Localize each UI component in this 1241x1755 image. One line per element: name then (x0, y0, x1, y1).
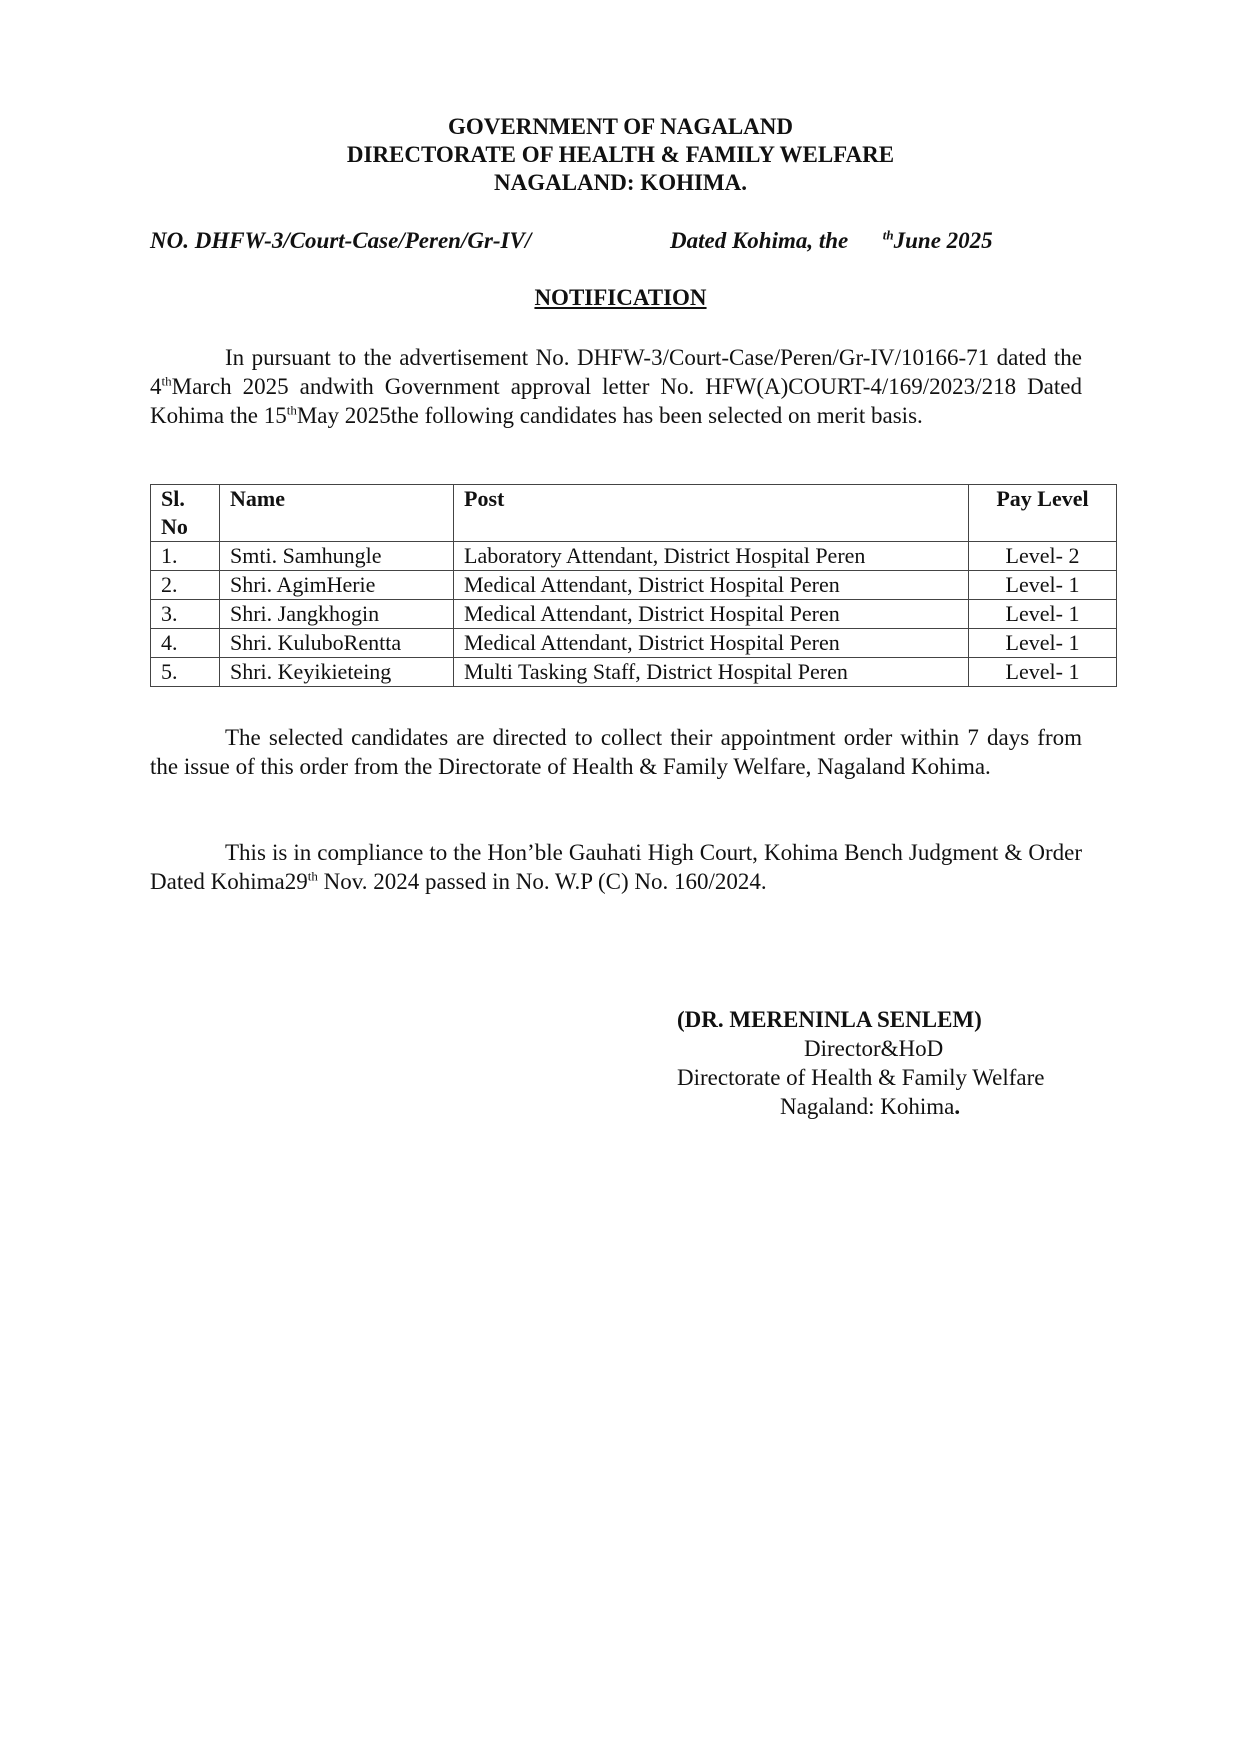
cell-name: Shri. Keyikieteing (220, 658, 454, 687)
signatory-name: (DR. MERENINLA SENLEM) (677, 1007, 982, 1032)
intro-text-c: May 2025the following candidates has been selected on merit basis. (296, 403, 923, 428)
compliance-text-a: This is in compliance to the Hon’ble Gauhati High Court, Kohima Bench Judgment & Order Dated Kohima29 (150, 840, 1082, 894)
table-row (151, 629, 1117, 658)
intro-text-b: March 2025 andwith Government approval letter No. HFW(A)COURT-4/169/2023/218 Dated Kohima the 15 (150, 374, 1082, 428)
cell-pay: Level- 1 (969, 658, 1117, 687)
header-post: Post (454, 485, 969, 542)
intro-text-a: In pursuant to the advertisement No. DHFW-3/Court-Case/Peren/Gr-IV/10166-71 dated the 4 (150, 345, 1082, 399)
letterhead (0, 113, 1241, 197)
cell-sl: 3. (151, 600, 220, 629)
cell-name: Shri. AgimHerie (220, 571, 454, 600)
header-directorate: DIRECTORATE OF HEALTH & FAMILY WELFARE (346, 142, 895, 167)
cell-sl: 5. (151, 658, 220, 687)
cell-sl: 1. (151, 542, 220, 571)
table-row (151, 658, 1117, 687)
place-text: Nagaland: Kohima (780, 1094, 955, 1119)
header-location: NAGALAND: KOHIMA. (494, 170, 747, 195)
cell-post: Multi Tasking Staff, District Hospital Peren (454, 658, 969, 687)
cell-sl: 2. (151, 571, 220, 600)
table-row (151, 600, 1117, 629)
date-prefix: Dated Kohima, the (670, 228, 849, 253)
date-superscript: th (882, 227, 894, 243)
cell-name: Smti. Samhungle (220, 542, 454, 571)
cell-pay: Level- 1 (969, 629, 1117, 658)
cell-pay: Level- 1 (969, 600, 1117, 629)
date-suffix: June 2025 (893, 228, 993, 253)
reference-date (670, 228, 993, 254)
table-header-row (151, 485, 1117, 542)
table-row (151, 571, 1117, 600)
signatory-office: Directorate of Health & Family Welfare (677, 1065, 1045, 1090)
header-sl-no: Sl. No (151, 485, 220, 542)
intro-paragraph (150, 343, 1082, 430)
cell-name: Shri. KuluboRentta (220, 629, 454, 658)
compliance-sup: th (307, 868, 318, 884)
cell-pay: Level- 1 (969, 571, 1117, 600)
header-name: Name (220, 485, 454, 542)
table-row (151, 542, 1117, 571)
header-government: GOVERNMENT OF NAGALAND (447, 114, 793, 139)
cell-name: Shri. Jangkhogin (220, 600, 454, 629)
header-pay-level: Pay Level (969, 485, 1117, 542)
cell-post: Medical Attendant, District Hospital Peren (454, 600, 969, 629)
candidates-table (150, 484, 1117, 687)
signatory-place (677, 1092, 1097, 1121)
reference-number: NO. DHFW-3/Court-Case/Peren/Gr-IV/ (150, 228, 532, 253)
instruction-paragraph: The selected candidates are directed to collect their appointment order within 7 days from the issue of this order from the Directorate of Health & Family Welfare, Nagaland Kohima. (150, 725, 1082, 779)
place-dot: . (954, 1094, 961, 1119)
intro-sup-2: th (286, 402, 297, 418)
cell-pay: Level- 2 (969, 542, 1117, 571)
cell-sl: 4. (151, 629, 220, 658)
cell-post: Medical Attendant, District Hospital Peren (454, 571, 969, 600)
compliance-paragraph (150, 838, 1082, 896)
cell-post: Laboratory Attendant, District Hospital Peren (454, 542, 969, 571)
signatory-designation: Director&HoD (804, 1036, 944, 1061)
signature-block (677, 1005, 1097, 1121)
compliance-text-b: Nov. 2024 passed in No. W.P (C) No. 160/2024. (317, 869, 767, 894)
cell-post: Medical Attendant, District Hospital Peren (454, 629, 969, 658)
intro-sup-1: th (161, 373, 172, 389)
notification-title: NOTIFICATION (534, 285, 707, 310)
